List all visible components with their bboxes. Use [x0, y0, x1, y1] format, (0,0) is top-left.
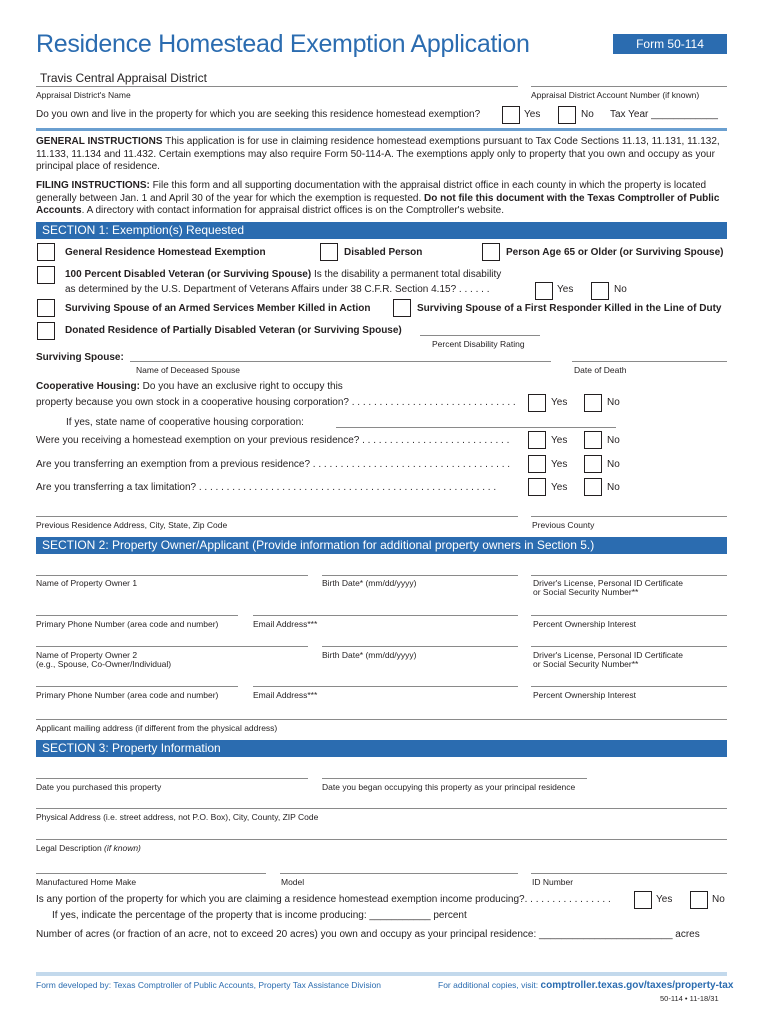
mailing-address-label: Applicant mailing address (if different from the physical address)	[36, 723, 278, 733]
owner2-ssn-label: or Social Security Number**	[533, 659, 639, 669]
veteran-no-label: No	[614, 284, 627, 295]
owner1-email-label: Email Address***	[253, 619, 318, 629]
coop-yes-label: Yes	[551, 397, 568, 408]
prev-address-label: Previous Residence Address, City, State, Zip Code	[36, 520, 228, 530]
armed-services-checkbox[interactable]	[37, 299, 55, 317]
transfer-exemption-yes-label: Yes	[551, 459, 568, 470]
coop-no-checkbox[interactable]	[584, 394, 602, 412]
owner1-phone-label: Primary Phone Number (area code and number)	[36, 619, 219, 629]
section2-header: SECTION 2: Property Owner/Applicant (Provide information for additional property owners in Section 5.)	[36, 537, 727, 554]
death-date-label: Date of Death	[574, 365, 627, 375]
prev-exemption-yes-checkbox[interactable]	[528, 431, 546, 449]
transfer-limit-yes-label: Yes	[551, 482, 568, 493]
own-live-yes-checkbox[interactable]	[502, 106, 520, 124]
veteran-yes-label: Yes	[557, 284, 574, 295]
income-no-checkbox[interactable]	[690, 891, 708, 909]
purchase-date-label: Date you purchased this property	[36, 782, 162, 792]
prev-exemption-question: Were you receiving a homestead exemption on your previous residence? . . . . . . . . . . . . . . . . . . . . . . . . . . .	[36, 435, 510, 446]
owner2-email-label: Email Address***	[253, 690, 318, 700]
armed-services-label: Surviving Spouse of an Armed Services Member Killed in Action	[65, 303, 371, 314]
home-id-label: ID Number	[532, 877, 574, 887]
transfer-exemption-no-checkbox[interactable]	[584, 455, 602, 473]
general-exemption-checkbox[interactable]	[37, 243, 55, 261]
district-name-value[interactable]: Travis Central Appraisal District	[40, 71, 207, 85]
footer-developed: Form developed by: Texas Comptroller of Public Accounts, Property Tax Assistance Division	[36, 980, 382, 990]
own-live-question: Do you own and live in the property for which you are seeking this residence homestead exemption?	[36, 109, 481, 120]
income-question: Is any portion of the property for which you are claiming a residence homestead exemption income producing?. . . . . . . . . . . . . . . .	[36, 894, 611, 905]
disabled-person-label: Disabled Person	[344, 247, 423, 258]
income-no-label: No	[712, 894, 725, 905]
home-make-label: Manufactured Home Make	[36, 877, 137, 887]
legal-description-label: Legal Description (if known)	[36, 843, 141, 853]
veteran-question-cont: as determined by the U.S. Department of Veterans Affairs under 38 C.F.R. Section 4.15? . . . . . .	[65, 284, 490, 295]
coop-question: Cooperative Housing: Do you have an exclusive right to occupy this	[36, 381, 343, 392]
disability-rating-label: Percent Disability Rating	[432, 339, 525, 349]
footer-copies: For additional copies, visit: comptroller.texas.gov/taxes/property-tax	[438, 980, 734, 991]
prev-exemption-no-checkbox[interactable]	[584, 431, 602, 449]
section1-header: SECTION 1: Exemption(s) Requested	[36, 222, 727, 239]
first-responder-checkbox[interactable]	[393, 299, 411, 317]
acres-field[interactable]: Number of acres (or fraction of an acre, not to exceed 20 acres) you own and occupy as your principal residence: ________________________ acres	[36, 929, 700, 940]
owner2-dl-label: Driver's License, Personal ID Certificate	[533, 650, 683, 660]
donated-residence-label: Donated Residence of Partially Disabled Veteran (or Surviving Spouse)	[65, 325, 402, 336]
deceased-name-label: Name of Deceased Spouse	[136, 365, 240, 375]
owner1-dl-label: Driver's License, Personal ID Certificate	[533, 578, 683, 588]
owner2-ownership-label: Percent Ownership Interest	[533, 690, 636, 700]
owner1-ssn-label: or Social Security Number**	[533, 587, 639, 597]
transfer-exemption-no-label: No	[607, 459, 620, 470]
prev-exemption-yes-label: Yes	[551, 435, 568, 446]
prev-exemption-no-label: No	[607, 435, 620, 446]
filing-instructions: FILING INSTRUCTIONS: File this form and all supporting documentation with the appraisal district office in each county in which the property is located generally between Jan. 1 and April 30 of the year for which the exemption is requested. Do not file this document with the Texas Comptroller of Public Accounts. A directory with contact information for appraisal district offices is on the Comptroller's website.	[36, 180, 720, 216]
transfer-exemption-yes-checkbox[interactable]	[528, 455, 546, 473]
footer-form-code: 50-114 • 11-18/31	[660, 994, 719, 1003]
coop-no-label: No	[607, 397, 620, 408]
section3-header: SECTION 3: Property Information	[36, 740, 727, 757]
occupy-date-label: Date you began occupying this property as your principal residence	[322, 782, 576, 792]
physical-address-label: Physical Address (i.e. street address, not P.O. Box), City, County, ZIP Code	[36, 812, 319, 822]
first-responder-label: Surviving Spouse of a First Responder Killed in the Line of Duty	[417, 303, 722, 314]
own-live-no-label: No	[581, 109, 594, 120]
income-yes-checkbox[interactable]	[634, 891, 652, 909]
transfer-limit-yes-checkbox[interactable]	[528, 478, 546, 496]
tax-year-field[interactable]: Tax Year ____________	[610, 109, 718, 120]
home-model-label: Model	[281, 877, 305, 887]
account-number-label: Appraisal District Account Number (if known)	[531, 90, 700, 100]
general-instructions: GENERAL INSTRUCTIONS This application is for use in claiming residence homestead exemptions pursuant to Tax Code Sections 11.13, 11.131, 11.132, 11.133, 11.134 and 11.432. Certain exemptions may also require Form 50-114-A. The exemptions apply only to property that you own and occupy as your principal place of residence.	[36, 136, 720, 172]
transfer-limit-no-label: No	[607, 482, 620, 493]
income-yes-label: Yes	[656, 894, 673, 905]
income-percent-field[interactable]: If yes, indicate the percentage of the property that is income producing: ___________ percent	[52, 910, 467, 921]
owner2-name-sub: (e.g., Spouse, Co-Owner/Individual)	[36, 659, 172, 669]
transfer-limit-no-checkbox[interactable]	[584, 478, 602, 496]
coop-name-label: If yes, state name of cooperative housing corporation:	[66, 417, 304, 428]
own-live-yes-label: Yes	[524, 109, 541, 120]
veteran-yes-checkbox[interactable]	[535, 282, 553, 300]
disabled-veteran-checkbox[interactable]	[37, 266, 55, 284]
prev-county-label: Previous County	[532, 520, 595, 530]
transfer-limit-question: Are you transferring a tax limitation? . . . . . . . . . . . . . . . . . . . . . . . . . . . . . . . . . . . . . . . . . . . . . . . . . . . . . .	[36, 482, 497, 493]
transfer-exemption-question: Are you transferring an exemption from a previous residence? . . . . . . . . . . . . . . . . . . . . . . . . . . . . . . . . . . . .	[36, 459, 511, 470]
general-exemption-label: General Residence Homestead Exemption	[65, 247, 266, 258]
veteran-no-checkbox[interactable]	[591, 282, 609, 300]
coop-yes-checkbox[interactable]	[528, 394, 546, 412]
page-title: Residence Homestead Exemption Application	[36, 30, 530, 58]
owner1-birth-label: Birth Date* (mm/dd/yyyy)	[322, 578, 417, 588]
district-name-label: Appraisal District's Name	[36, 90, 131, 100]
owner1-ownership-label: Percent Ownership Interest	[533, 619, 636, 629]
owner2-birth-label: Birth Date* (mm/dd/yyyy)	[322, 650, 417, 660]
footer-url-link[interactable]: comptroller.texas.gov/taxes/property-tax	[540, 980, 734, 991]
owner1-name-label: Name of Property Owner 1	[36, 578, 138, 588]
surviving-spouse-label: Surviving Spouse:	[36, 352, 124, 363]
own-live-no-checkbox[interactable]	[558, 106, 576, 124]
coop-question-cont: property because you own stock in a cooperative housing corporation? . . . . . . . . . . . . . . . . . . . . . . . . . . . . . .	[36, 397, 516, 408]
form-number-badge: Form 50-114	[613, 34, 727, 54]
donated-residence-checkbox[interactable]	[37, 322, 55, 340]
age65-label: Person Age 65 or Older (or Surviving Spouse)	[506, 247, 724, 258]
disabled-person-checkbox[interactable]	[320, 243, 338, 261]
age65-checkbox[interactable]	[482, 243, 500, 261]
disabled-veteran-label: 100 Percent Disabled Veteran (or Surviving Spouse) Is the disability a permanent total disability	[65, 269, 502, 280]
owner2-name-label: Name of Property Owner 2	[36, 650, 138, 660]
owner2-phone-label: Primary Phone Number (area code and number)	[36, 690, 219, 700]
